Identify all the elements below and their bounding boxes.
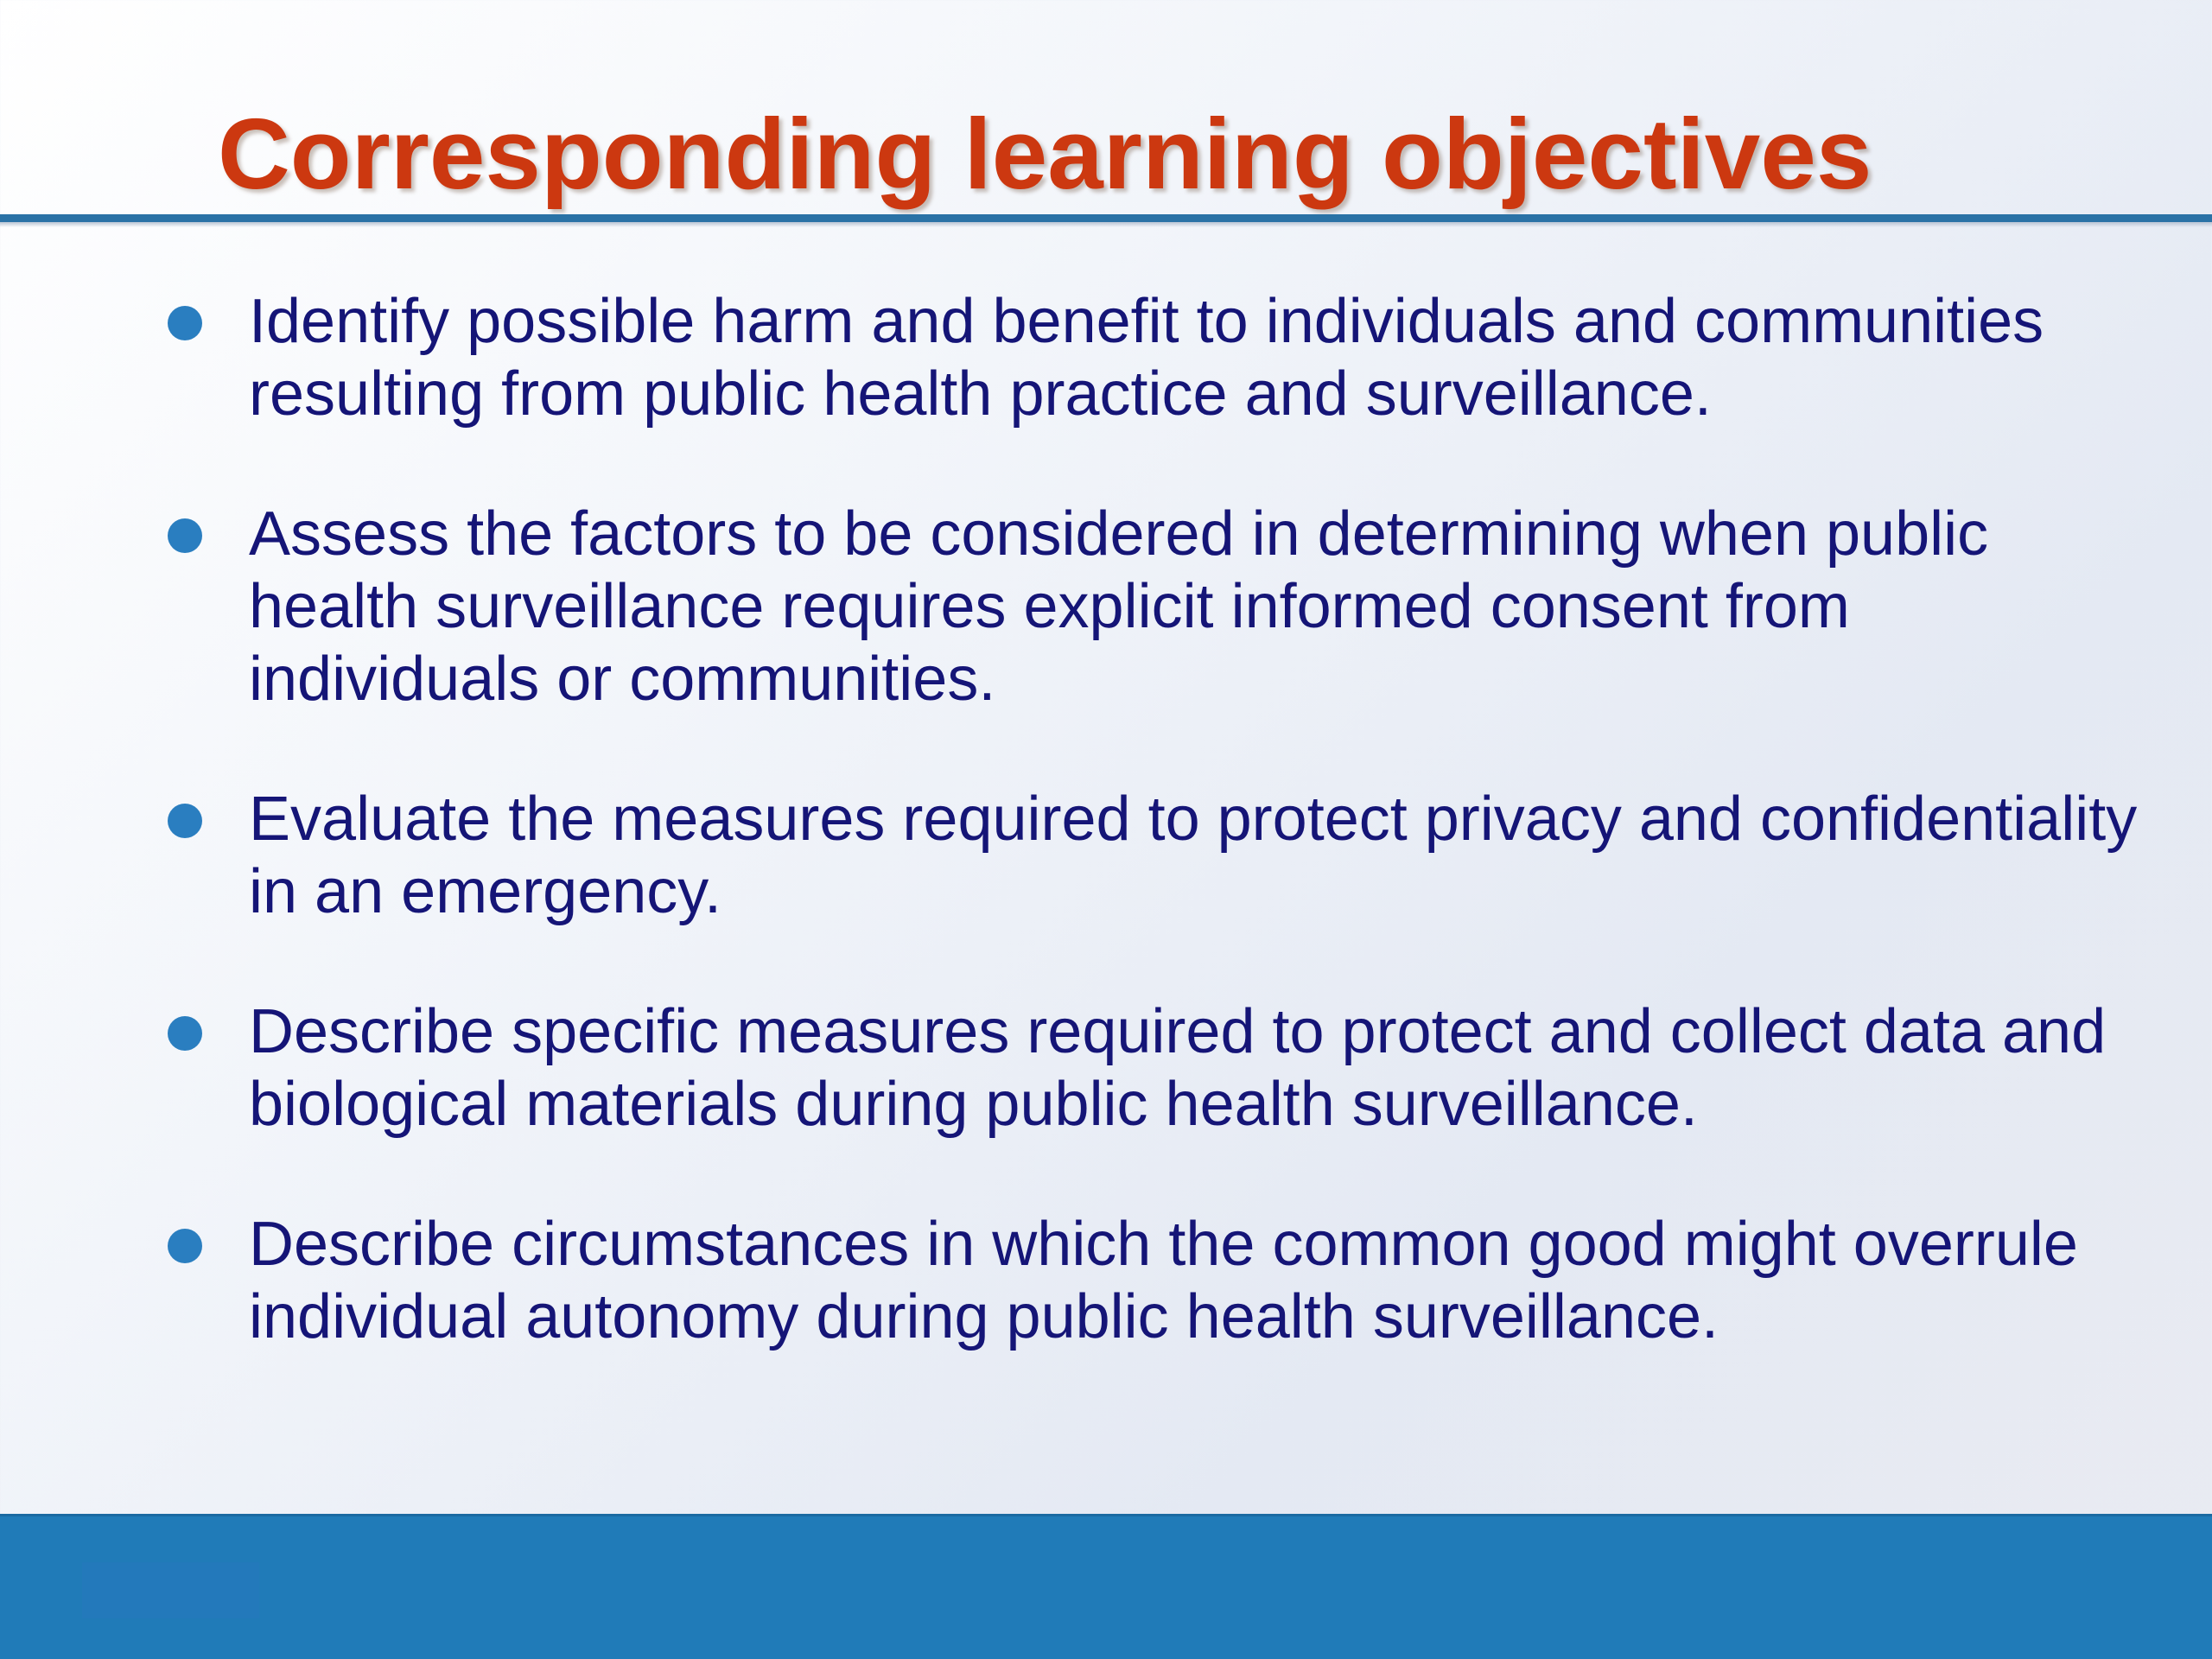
list-item [164,285,2152,430]
title-divider-shadow [0,222,2212,227]
list-item [164,995,2152,1141]
objective-text: Describe circumstances in which the common good might overrule individual autonomy during public health surveillance. [249,1210,2078,1351]
list-item [164,498,2152,715]
title-divider [0,214,2212,222]
bullet-icon [168,306,202,340]
objective-text: Identify possible harm and benefit to individuals and communities resulting from public health practice and surveillance. [249,287,2044,429]
objective-text: Assess the factors to be considered in determining when public health surveillance requires explicit informed consent from individuals or communities. [249,499,1989,714]
list-item [164,1208,2152,1353]
bullet-icon [168,518,202,553]
objectives-list [164,285,2152,1421]
bullet-icon [168,1016,202,1051]
footer-band [0,1514,2212,1659]
bullet-icon [168,804,202,838]
bullet-icon [168,1229,202,1263]
slide-title: Corresponding learning objectives [218,98,1872,210]
objective-text: Evaluate the measures required to protect privacy and confidentiality in an emergency. [249,785,2138,926]
objective-text: Describe specific measures required to protect and collect data and biological materials during public health surveillance. [249,997,2107,1139]
list-item [164,783,2152,928]
footer-logo [82,1562,259,1618]
